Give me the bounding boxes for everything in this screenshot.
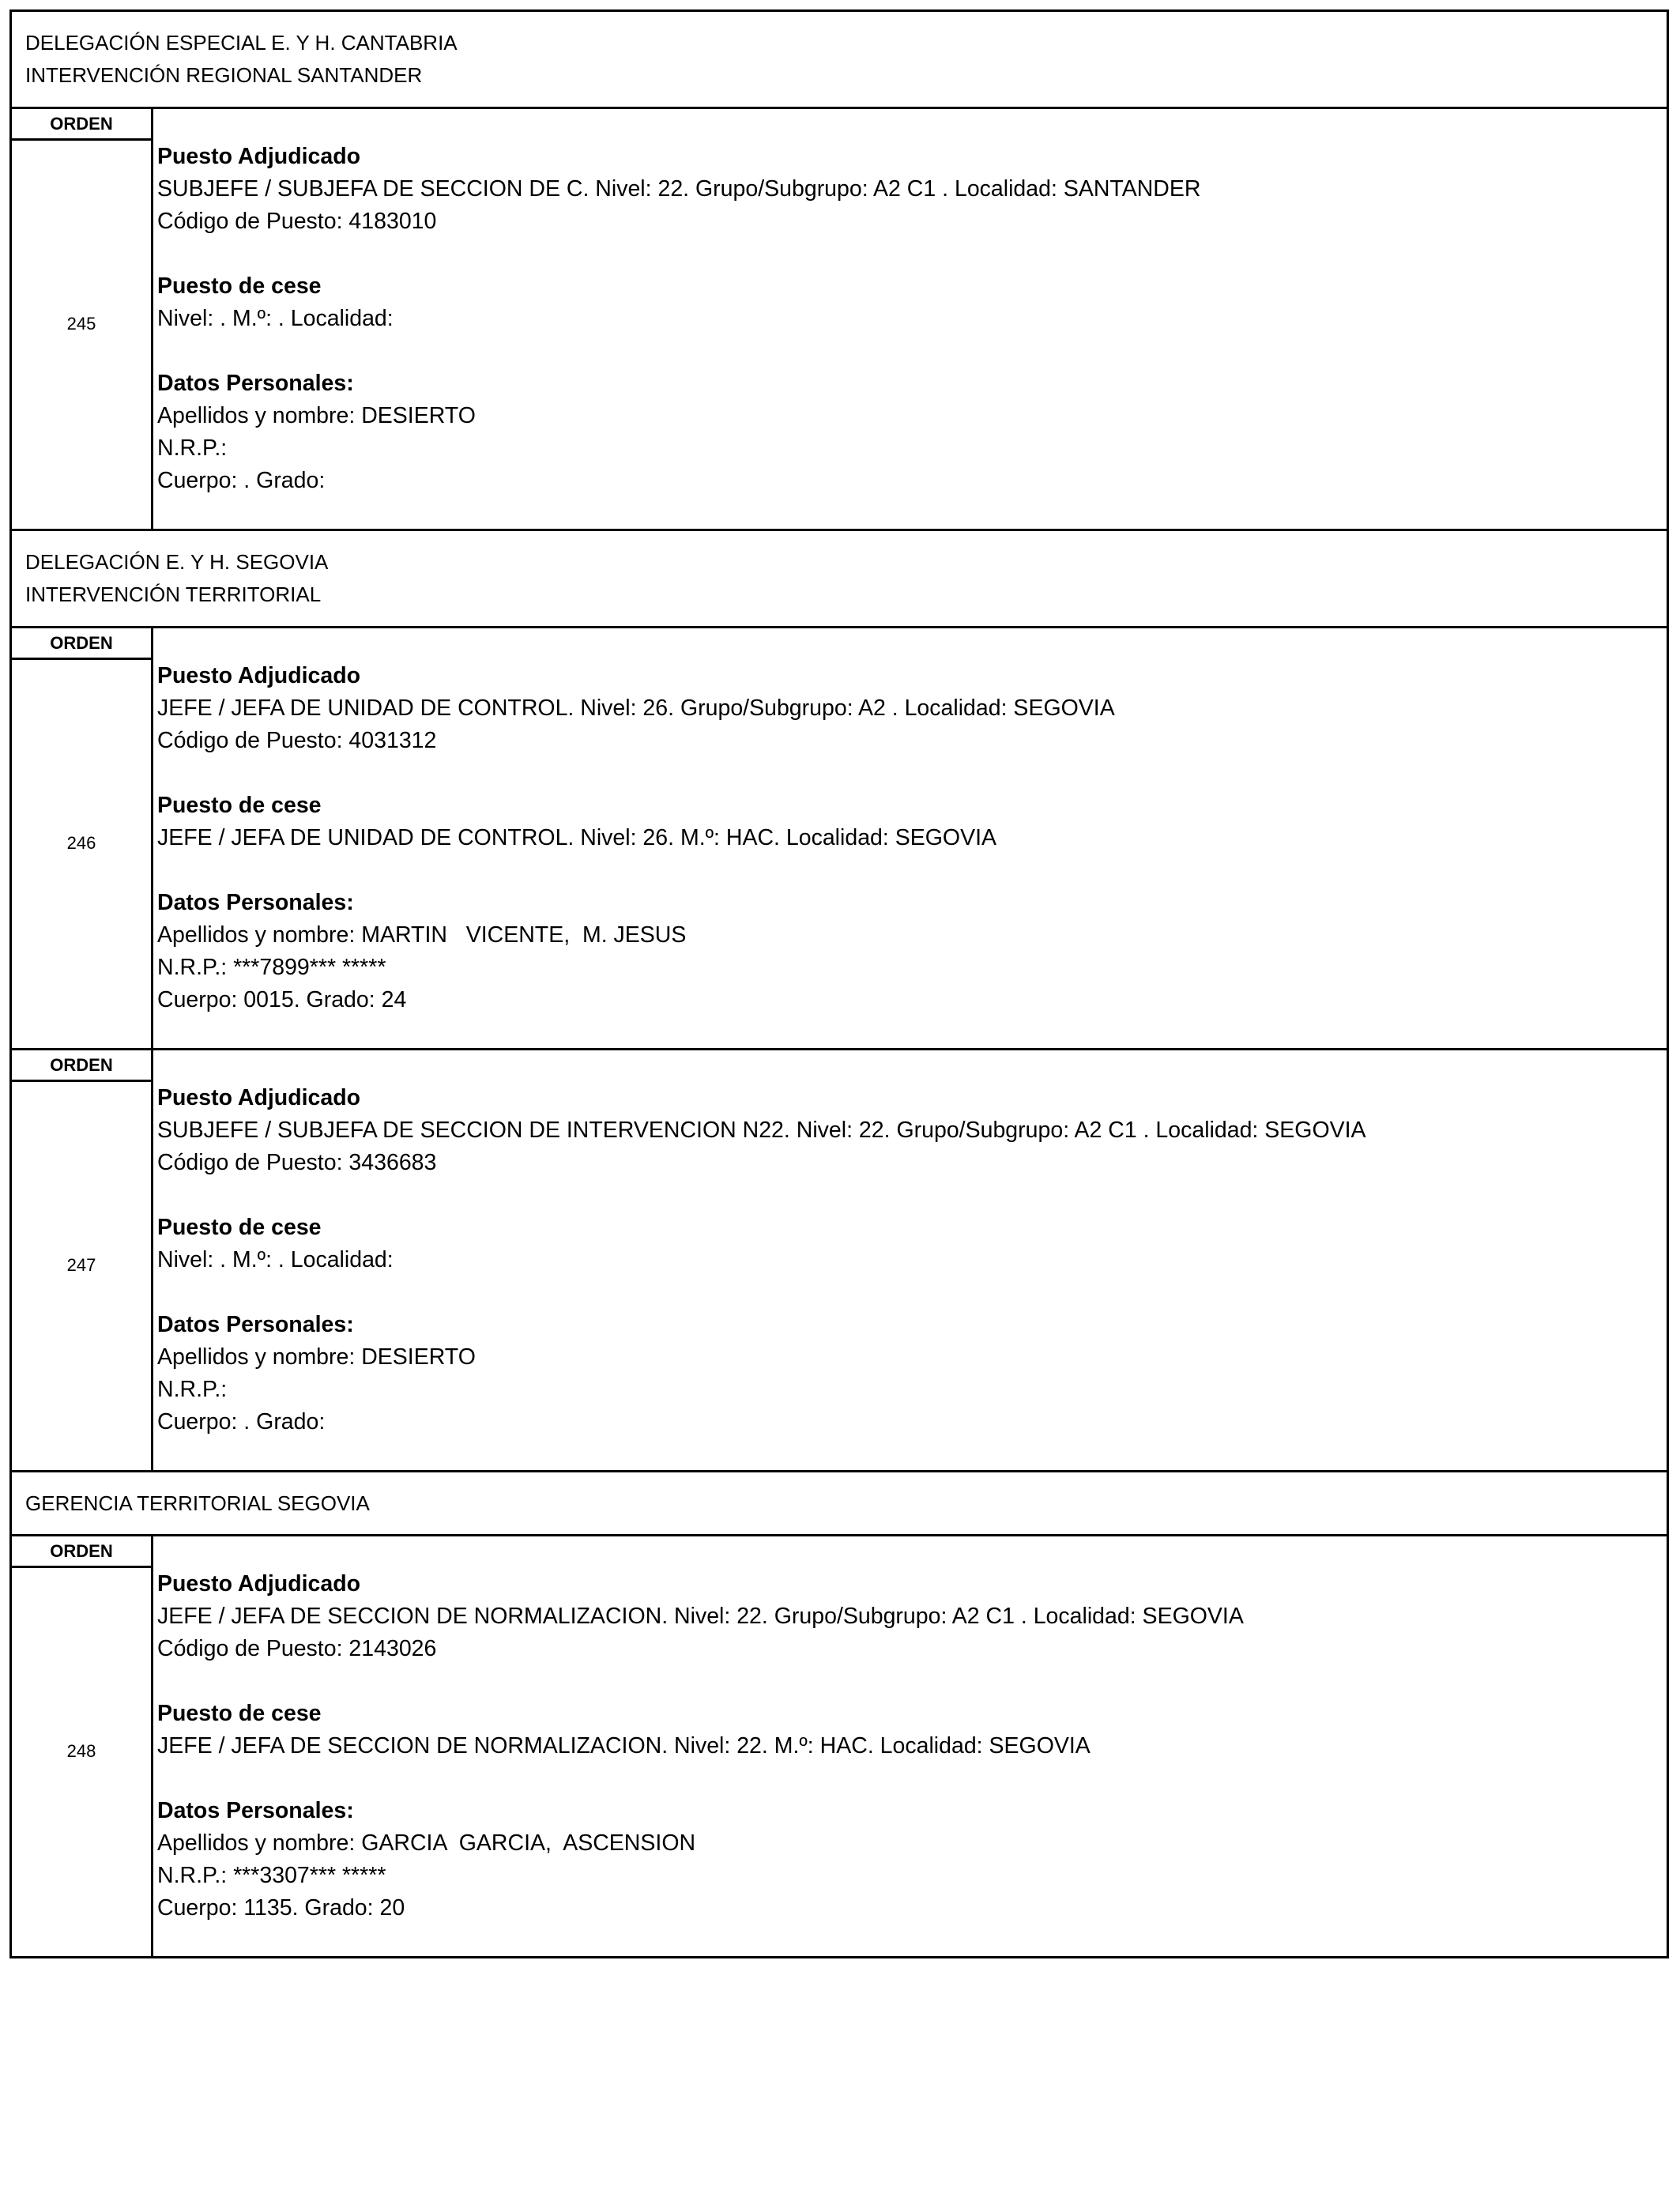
puesto-cese-title: Puesto de cese <box>157 1215 322 1240</box>
header-office: DELEGACIÓN E. Y H. SEGOVIA <box>25 550 329 574</box>
puesto-adjudicado-text: JEFE / JEFA DE UNIDAD DE CONTROL. Nivel: 26. Grupo/Subgrupo: A2 . Localidad: SEGOVIA <box>157 696 1115 721</box>
orden-number: 248 <box>66 1740 96 1761</box>
codigo-puesto: Código de Puesto: 3436683 <box>157 1150 437 1175</box>
header-office: DELEGACIÓN ESPECIAL E. Y H. CANTABRIA <box>25 31 458 55</box>
puesto-adjudicado-text: JEFE / JEFA DE SECCION DE NORMALIZACION. Nivel: 22. Grupo/Subgrupo: A2 C1 . Localidad: SEGOVIA <box>157 1604 1244 1629</box>
puesto-cese-text: Nivel: . M.º: . Localidad: <box>157 1247 394 1272</box>
orden-label: ORDEN <box>12 628 151 660</box>
nrp: N.R.P.: ***7899*** ***** <box>157 955 386 980</box>
puesto-adjudicado-title: Puesto Adjudicado <box>157 663 361 688</box>
cuerpo-grado: Cuerpo: . Grado: <box>157 1409 326 1434</box>
puesto-cese-title: Puesto de cese <box>157 1701 322 1726</box>
section-header-segovia <box>12 531 1667 628</box>
codigo-puesto: Código de Puesto: 2143026 <box>157 1636 437 1661</box>
puesto-adjudicado-text: SUBJEFE / SUBJEFA DE SECCION DE C. Nivel: 22. Grupo/Subgrupo: A2 C1 . Localidad: SANTANDER <box>157 176 1201 202</box>
cuerpo-grado: Cuerpo: 1135. Grado: 20 <box>157 1895 405 1921</box>
orden-label: ORDEN <box>12 1050 151 1082</box>
puesto-adjudicado-title: Puesto Adjudicado <box>157 1571 361 1596</box>
datos-personales-title: Datos Personales: <box>157 890 354 915</box>
puesto-cese-title: Puesto de cese <box>157 793 322 818</box>
puesto-cese-text: JEFE / JEFA DE SECCION DE NORMALIZACION. Nivel: 22. M.º: HAC. Localidad: SEGOVIA <box>157 1733 1090 1759</box>
header-unit: INTERVENCIÓN TERRITORIAL <box>25 582 322 606</box>
cuerpo-grado: Cuerpo: 0015. Grado: 24 <box>157 987 407 1012</box>
apellidos-nombre: Apellidos y nombre: MARTIN VICENTE, M. JESUS <box>157 922 687 948</box>
puesto-cese-text: Nivel: . M.º: . Localidad: <box>157 306 394 331</box>
nrp: N.R.P.: <box>157 435 228 461</box>
orden-column <box>12 109 153 529</box>
document-table <box>9 9 1669 1958</box>
orden-number: 245 <box>66 313 96 334</box>
entry-245 <box>12 109 1667 531</box>
puesto-adjudicado-title: Puesto Adjudicado <box>157 1085 361 1110</box>
datos-personales-title: Datos Personales: <box>157 1798 354 1823</box>
orden-column <box>12 1536 153 1956</box>
codigo-puesto: Código de Puesto: 4031312 <box>157 728 437 753</box>
cuerpo-grado: Cuerpo: . Grado: <box>157 468 326 493</box>
section-header-cantabria <box>12 12 1667 109</box>
orden-column <box>12 628 153 1048</box>
puesto-cese-title: Puesto de cese <box>157 273 322 299</box>
entry-details <box>153 628 1667 1048</box>
apellidos-nombre: Apellidos y nombre: DESIERTO <box>157 1344 476 1370</box>
nrp: N.R.P.: <box>157 1377 228 1402</box>
codigo-puesto: Código de Puesto: 4183010 <box>157 209 437 234</box>
apellidos-nombre: Apellidos y nombre: GARCIA GARCIA, ASCENSION <box>157 1830 696 1856</box>
header-unit: INTERVENCIÓN REGIONAL SANTANDER <box>25 63 423 87</box>
puesto-adjudicado-title: Puesto Adjudicado <box>157 144 361 169</box>
puesto-cese-text: JEFE / JEFA DE UNIDAD DE CONTROL. Nivel: 26. M.º: HAC. Localidad: SEGOVIA <box>157 825 997 850</box>
entry-details <box>153 1050 1667 1470</box>
section-header-gerencia <box>12 1472 1667 1536</box>
entry-246 <box>12 628 1667 1050</box>
entry-details <box>153 1536 1667 1956</box>
datos-personales-title: Datos Personales: <box>157 1312 354 1337</box>
orden-label: ORDEN <box>12 109 151 141</box>
entry-248 <box>12 1536 1667 1958</box>
puesto-adjudicado-text: SUBJEFE / SUBJEFA DE SECCION DE INTERVENCION N22. Nivel: 22. Grupo/Subgrupo: A2 C1 . Localidad: SEGOVIA <box>157 1118 1366 1143</box>
orden-number: 247 <box>66 1254 96 1275</box>
orden-number: 246 <box>66 832 96 853</box>
entry-details <box>153 109 1667 529</box>
apellidos-nombre: Apellidos y nombre: DESIERTO <box>157 403 476 428</box>
orden-label: ORDEN <box>12 1536 151 1568</box>
nrp: N.R.P.: ***3307*** ***** <box>157 1863 386 1888</box>
entry-247 <box>12 1050 1667 1472</box>
header-office: GERENCIA TERRITORIAL SEGOVIA <box>25 1491 370 1515</box>
datos-personales-title: Datos Personales: <box>157 371 354 396</box>
orden-column <box>12 1050 153 1470</box>
